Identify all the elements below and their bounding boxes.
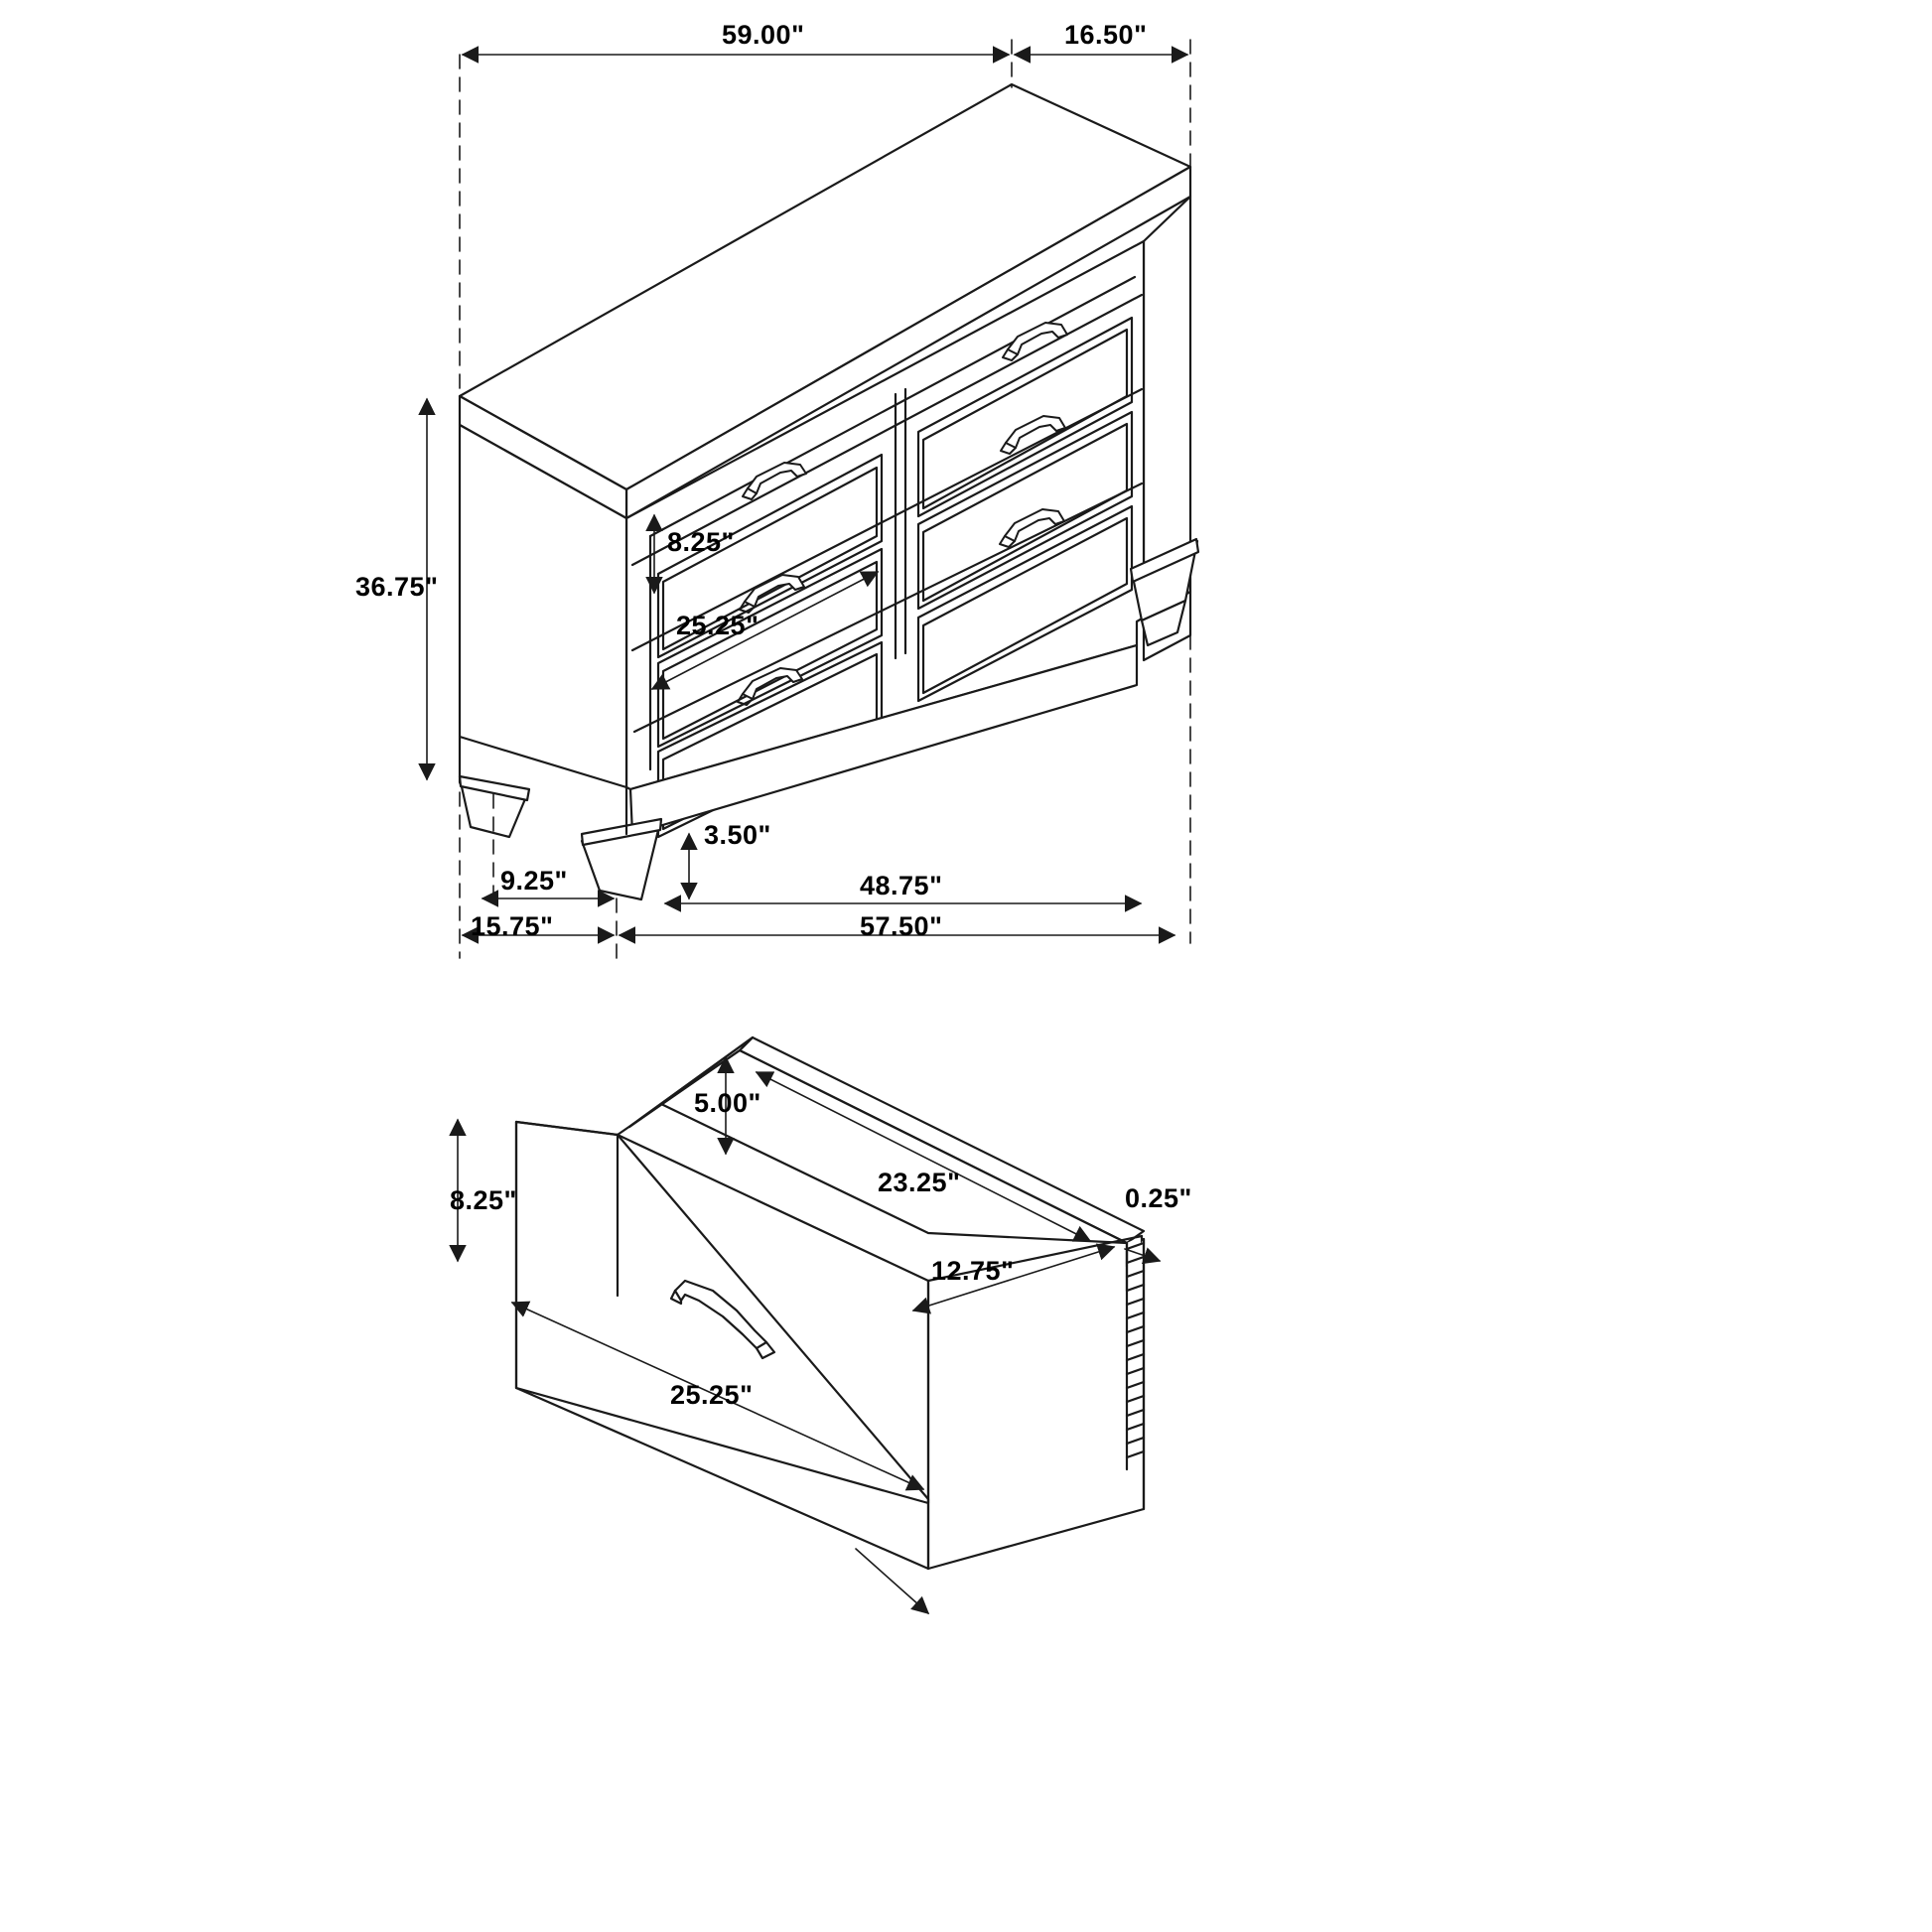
dresser-body [460,84,1198,899]
drawer-detail [516,1037,1144,1569]
dim-top-depth: 16.50" [1064,20,1148,50]
dim-overall-height: 36.75" [355,572,439,602]
dim-drawer-width: 25.25" [670,1380,754,1410]
dim-base-width: 57.50" [860,911,943,941]
dim-leg-offset: 9.25" [500,866,568,896]
dim-drawer-height: 8.25" [450,1185,517,1215]
dim-drawer-wall-thickness: 0.25" [1125,1183,1192,1213]
dim-top-width: 59.00" [722,20,805,50]
dim-drawer-face-height: 8.25" [667,527,735,557]
dim-base-inner-width: 48.75" [860,871,943,900]
dim-drawer-face-width: 25.25" [676,611,759,640]
dim-leg-height: 3.50" [704,820,771,850]
dim-base-depth: 15.75" [471,911,554,941]
dim-drawer-interior-depth: 5.00" [694,1088,761,1118]
dim-drawer-interior-length: 23.25" [878,1168,961,1197]
dim-drawer-interior-width: 12.75" [931,1256,1015,1286]
